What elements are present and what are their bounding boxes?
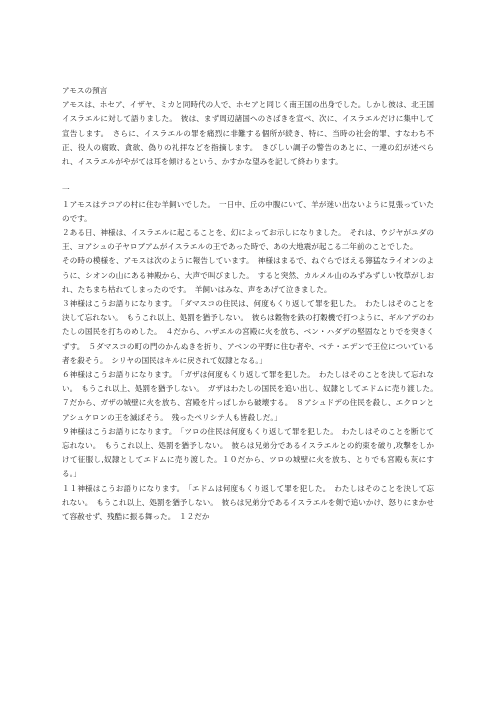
body-paragraph: １１神様はこうお語りになります。 「エドムは何度もくり返して罪を犯した。 わたしはそのことを決して忘れない。 もうこれ以上、処罰を猶予しない。 彼らは兄弟分であるイスラエルを剣で追いかけ、怒りにまかせて容赦せず、残酷に振る舞った。 １２だか xyxy=(62,483,434,522)
body-paragraph: ２ある日、神様は、イスラエルに起こることを、幻によってお示しになりました。 それは、ウジヤがユダの王、ヨアシュの子ヤロブアムがイスラエルの王であった時で、あの大地震が起こる二年前のことでした。 xyxy=(62,228,434,252)
document-content xyxy=(62,84,442,524)
body-paragraph: ３神様はこうお語りになります。 「ダマスコの住民は、何度もくり返して罪を犯した。 わたしはそのことを決して忘れない。 もうこれ以上、処罰を猶予しない。 彼らは穀物を鉄の打穀機で打つように、ギルアデのわたしの国民を打ちのめした。 ４だから、ハザエルの宮殿に火を放ち、ベン・ハダデの堅固なとりでを突きくずす。 ５ダマスコの町の門のかんぬきを折り、アベンの平野に住む者や、ベテ・エデンで王位についている者を殺そう。 シリヤの国民はキルに戻されて奴隷となる。」 xyxy=(62,299,435,365)
blank-line xyxy=(62,169,434,183)
body-paragraph: ６神様はこうお語りになります。 「ガザは何度もくり返して罪を犯した。 わたしはそのことを決して忘れない。 もうこれ以上、処罰を猶予しない。 ガザはわたしの国民を追い出し、奴隷としてエドムに売り渡した。 ７だから、ガザの城壁に火を放ち、宮殿を片っぱしから破壊する。 ８アシュドデの住民を殺し、エクロンとアシュケロンの王を滅ぼそう。 残ったペリシテ人も皆殺しだ。」 xyxy=(62,370,442,422)
body-paragraph: ９神様はこうお語りになります。 「ツロの住民は何度もくり返して罪を犯した。 わたしはそのことを断じて忘れない。 もうこれ以上、処罰を猶予しない。 彼らは兄弟分であるイスラエルとの約束を破り,攻撃をしかけて征服し,奴隷としてエドムに売り渡した。１０だから、ツロの城壁に火を放ち、とりでも宮殿も灰にする。」 xyxy=(62,426,434,479)
intro-paragraph: アモスは、ホセア、イザヤ、ミカと同時代の人で、ホセアと同じく南王国の出身でした。しかし彼は、北王国イスラエルに対して語りました。 彼は、まず周辺諸国へのさばきを宣べ、次に、イスラエルだけに集中して宣告します。 さらに、イスラエルの罪を痛烈に非難する個所が続き、特に、当時の社会的罪、すなわち不正、役人の腐敗、貪欲、偽りの礼拝などを指摘します。 きびしい調子の警告のあとに、一連の幻が述べられ、イスラエルがやがては耳を傾けるという、かすかな望みを記して終わります。 xyxy=(62,100,434,167)
body-paragraph: その時の模様を、アモスは次のように報告しています。 神様はまるで、ねぐらでほえる獰猛なライオンのように、シオンの山にある神殿から、大声で叫びました。 すると突然、カルメル山のみずみずしい牧草がしおれ、たちまち枯れてしまったのです。 羊飼いはみな、声をあげて泣きました。 xyxy=(62,256,434,294)
body-paragraph: １アモスはテコアの村に住む羊飼いでした。 一日中、丘の中腹にいて、羊が迷い出ないように見張っていたのです。 xyxy=(62,199,434,223)
document-title: アモスの預言 xyxy=(62,86,108,95)
section-divider-mark: 一 xyxy=(62,185,70,195)
